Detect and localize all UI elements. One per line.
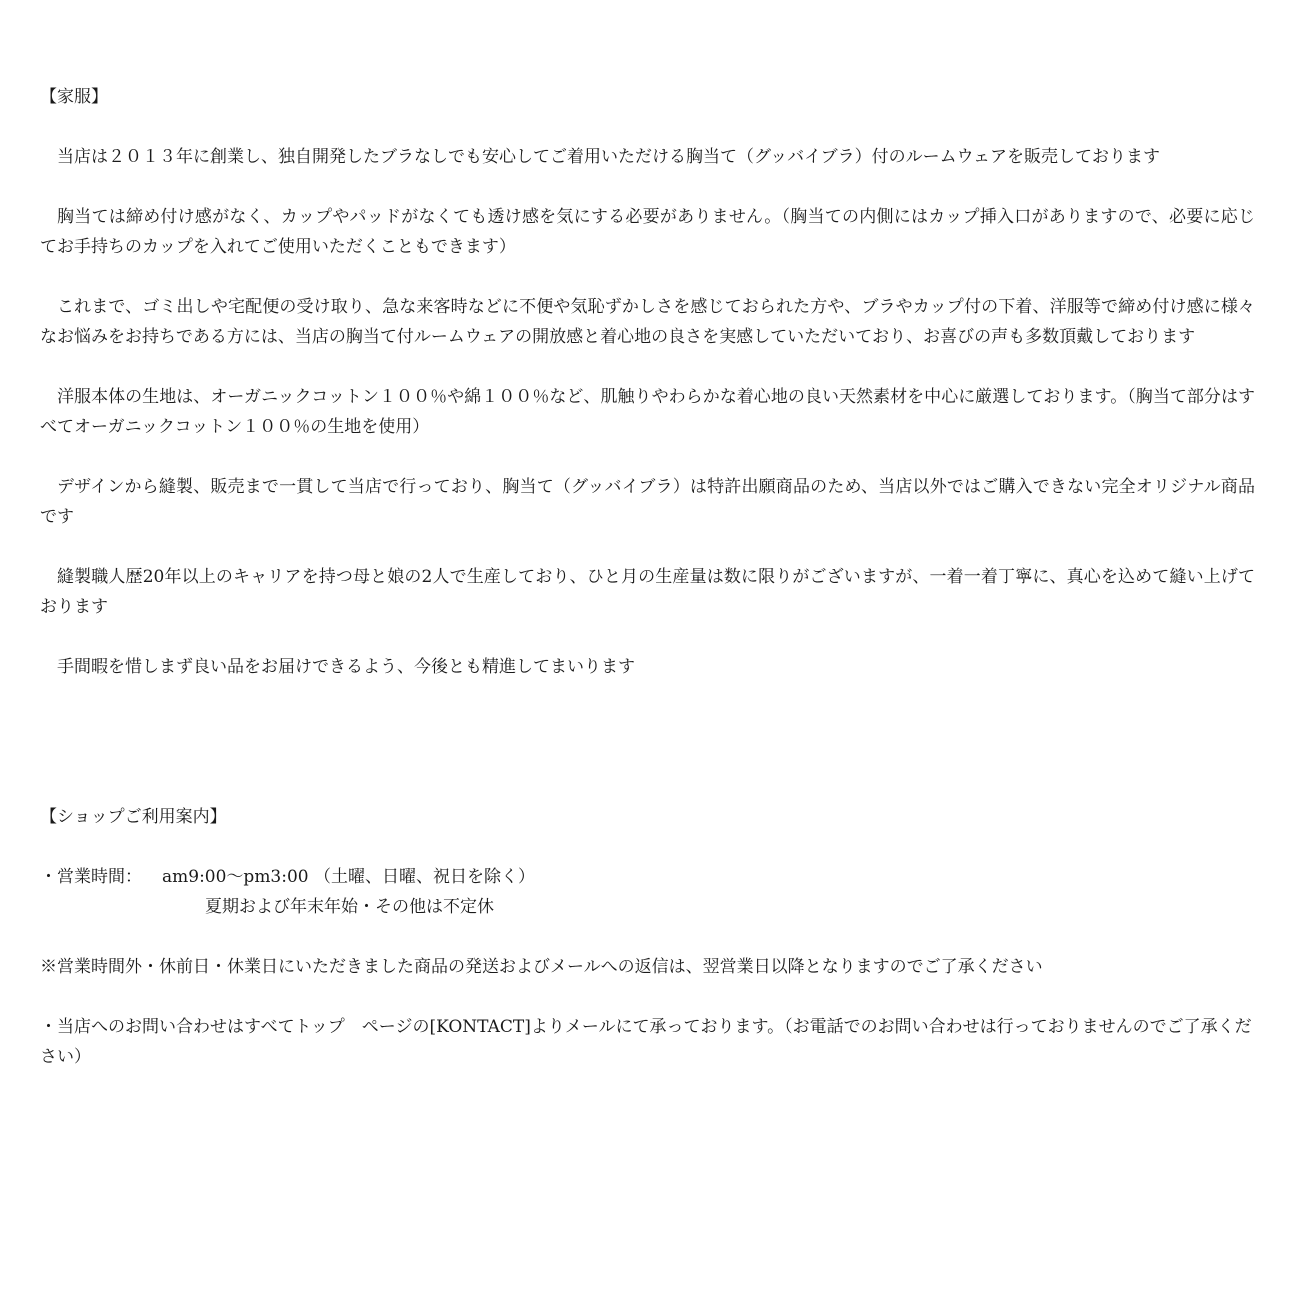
about-paragraph-original: デザインから縫製、販売まで一貫して当店で行っており、胸当て（グッバイブラ）は特許出願商品のため、当店以外ではご購入できない完全オリジナル商品です <box>40 477 1255 527</box>
about-paragraph-fabric: 洋服本体の生地は、オーガニックコットン１００％や綿１００％など、肌触りやわらかな着心地の良い天然素材を中心に厳選しております。（胸当て部分はすべてオーガニックコットン１００％の生地を使用） <box>40 387 1255 437</box>
about-paragraph-customers: これまで、ゴミ出しや宅配便の受け取り、急な来客時などに不便や気恥ずかしさを感じておられた方や、ブラやカップ付の下着、洋服等で締め付け感に様々なお悩みをお持ちである方には、当店の胸当て付ルームウェアの開放感と着心地の良さを実感していただいており、お喜びの声も多数頂戴しております <box>40 297 1255 347</box>
about-paragraph-closing: 手間暇を惜しまず良い品をお届けできるよう、今後とも精進してまいります <box>57 657 635 677</box>
about-heading: 【家服】 <box>40 87 108 107</box>
spacer <box>40 112 1255 142</box>
guide-heading: 【ショップご利用案内】 <box>40 807 227 827</box>
spacer <box>40 682 1255 802</box>
business-hours-label: ・営業時間： <box>40 867 142 887</box>
spacer <box>40 352 1255 382</box>
spacer <box>40 442 1255 472</box>
spacer <box>40 832 1255 862</box>
contact-notice: ・当店へのお問い合わせはすべてトップ ページの[KONTACT]よりメールにて承っております。（お電話でのお問い合わせは行っておりませんのでご了承ください） <box>40 1017 1252 1067</box>
spacer <box>40 622 1255 652</box>
business-hours <box>40 862 1255 892</box>
business-hours-value: am9:00～pm3:00 （土曜、日曜、祝日を除く） <box>162 867 536 887</box>
spacer <box>40 532 1255 562</box>
about-paragraph-chest-pad: 胸当ては締め付け感がなく、カップやパッドがなくても透け感を気にする必要がありません。（胸当ての内側にはカップ挿入口がありますので、必要に応じてお手持ちのカップを入れてご使用いただくこともできます） <box>40 207 1255 257</box>
spacer <box>40 982 1255 1012</box>
business-hours-note: 夏期および年末年始・その他は不定休 <box>205 897 494 917</box>
document-page <box>40 82 1255 1072</box>
spacer <box>40 172 1255 202</box>
about-paragraph-founding: 当店は２０１３年に創業し、独自開発したブラなしでも安心してご着用いただける胸当て（グッバイブラ）付のルームウェアを販売しております <box>57 147 1160 167</box>
spacer <box>40 262 1255 292</box>
spacer <box>40 922 1255 952</box>
about-paragraph-production: 縫製職人歴20年以上のキャリアを持つ母と娘の2人で生産しており、ひと月の生産量は数に限りがございますが、一着一着丁寧に、真心を込めて縫い上げております <box>40 567 1255 617</box>
shipping-notice: ※営業時間外・休前日・休業日にいただきました商品の発送およびメールへの返信は、翌営業日以降となりますのでご了承ください <box>40 957 1043 977</box>
